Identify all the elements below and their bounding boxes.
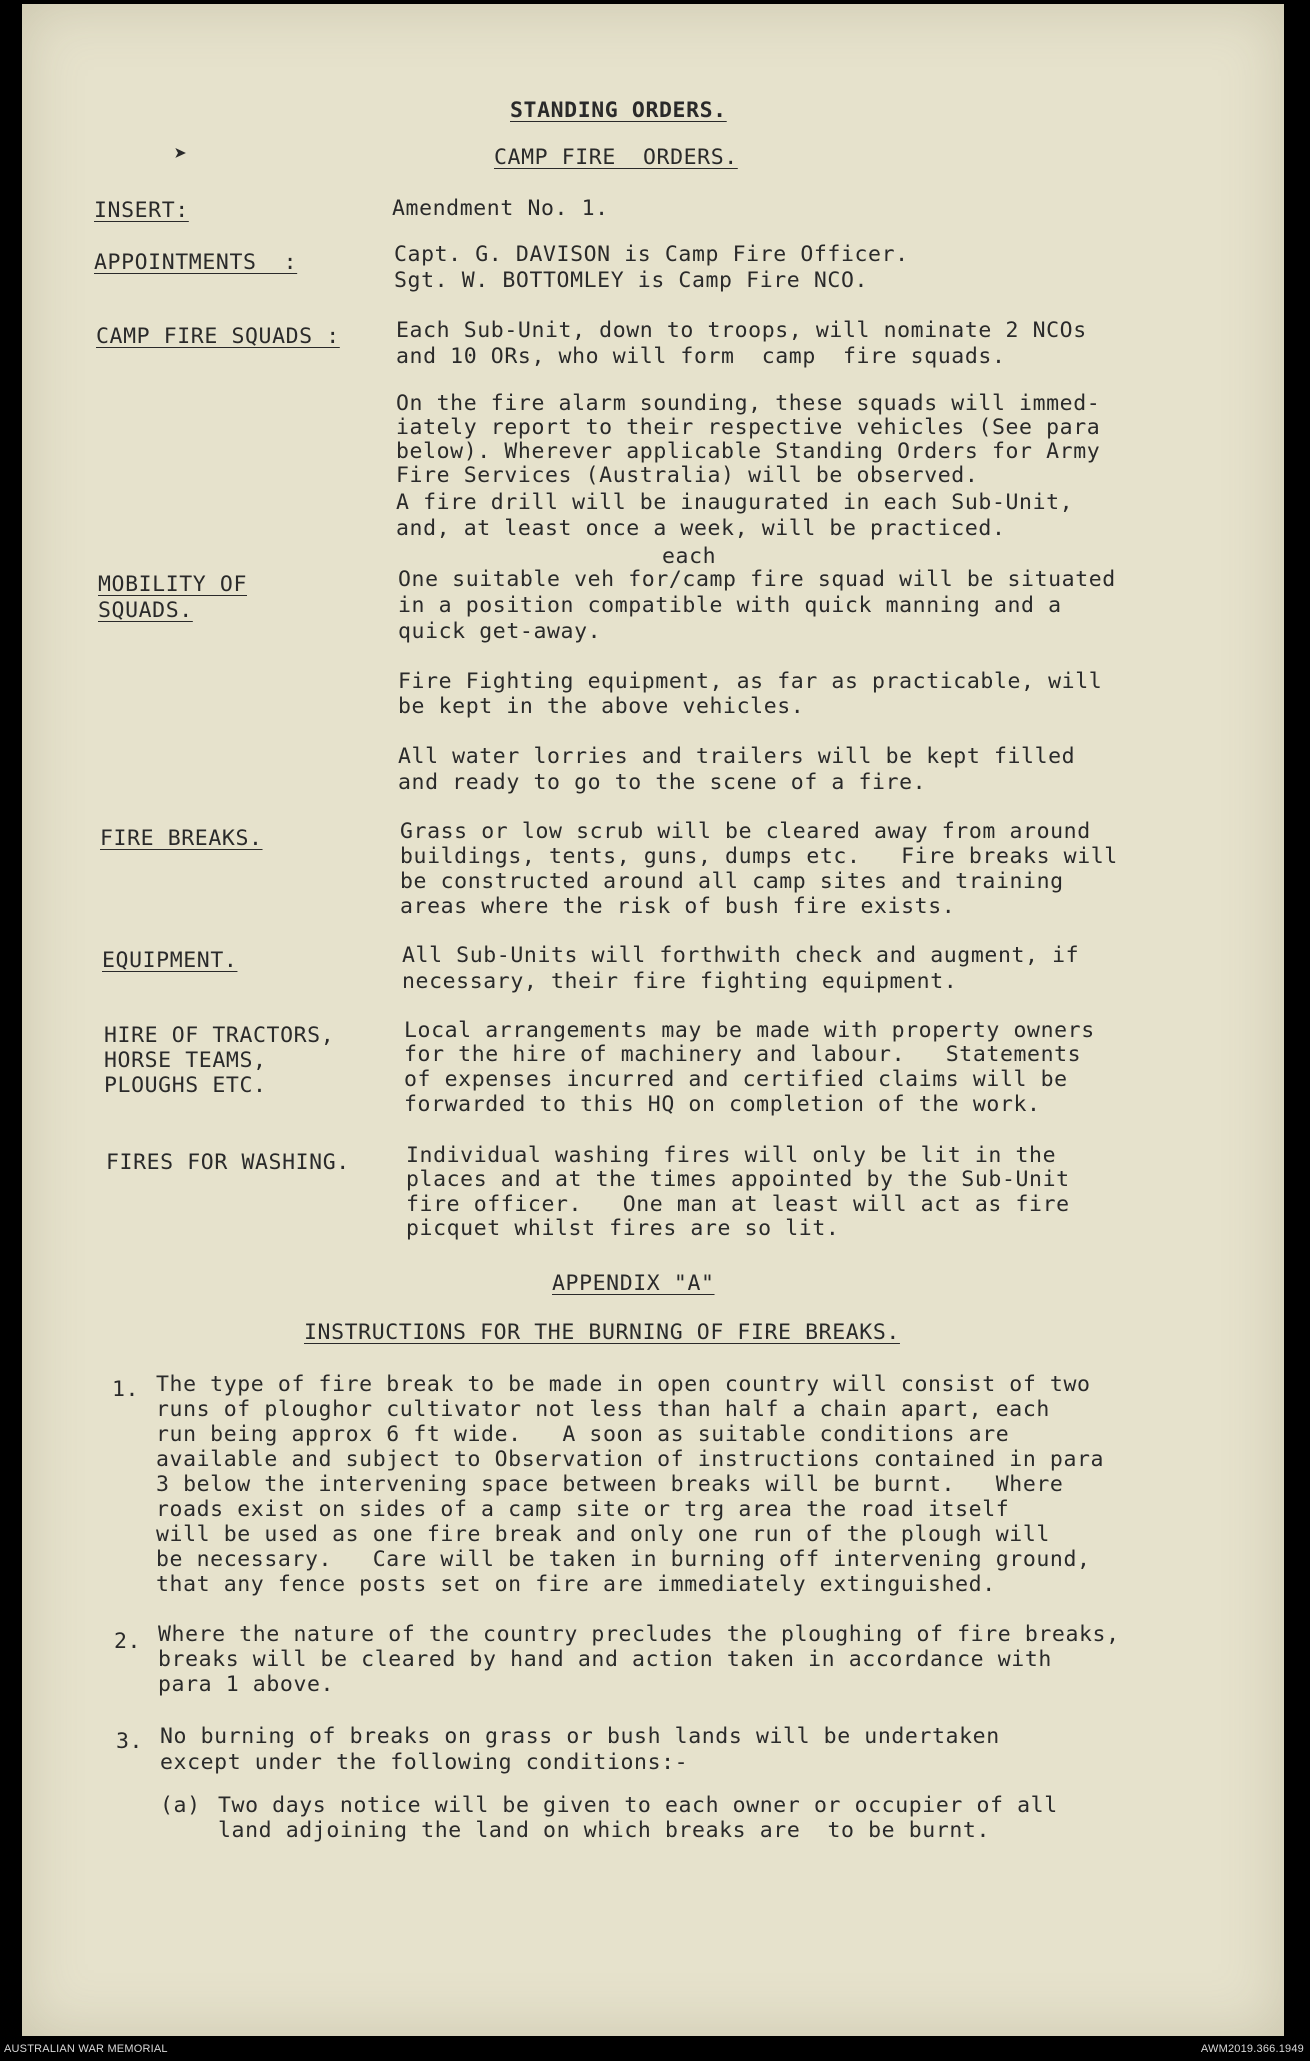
entry-text: in a position compatible with quick manning and a: [398, 593, 1062, 618]
ink-mark-icon: ➤: [174, 142, 188, 167]
appendix-subtitle: INSTRUCTIONS FOR THE BURNING OF FIRE BREAKS.: [304, 1320, 900, 1345]
entry-text: for the hire of machinery and labour. Statements: [404, 1042, 1082, 1067]
document-title: STANDING ORDERS.: [510, 98, 727, 123]
entry-text: forwarded to this HQ on completion of the work.: [404, 1092, 1041, 1117]
subpara-text: land adjoining the land on which breaks are to be burnt.: [218, 1818, 991, 1843]
label-fire-breaks: FIRE BREAKS.: [100, 826, 263, 851]
entry-text: be kept in the above vehicles.: [398, 694, 805, 719]
para-text: available and subject to Observation of instructions contained in para: [156, 1447, 1105, 1472]
entry-text: places and at the times appointed by the Sub-Unit: [406, 1167, 1070, 1192]
para-text: be necessary. Care will be taken in burning off intervening ground,: [156, 1547, 1091, 1572]
entry-text: Local arrangements may be made with property owners: [404, 1018, 1095, 1043]
para-text: that any fence posts set on fire are immediately extinguished.: [156, 1572, 996, 1597]
entry-text: Capt. G. DAVISON is Camp Fire Officer.: [394, 242, 909, 267]
document-subtitle: CAMP FIRE ORDERS.: [494, 145, 738, 170]
subpara-label: (a): [160, 1793, 201, 1818]
entry-text: picquet whilst fires are so lit.: [406, 1216, 840, 1241]
para-text: roads exist on sides of a camp site or trg area the road itself: [156, 1497, 1010, 1522]
document-page: [22, 4, 1284, 2036]
para-text: 3 below the intervening space between breaks will be burnt. Where: [156, 1472, 1064, 1497]
para-text: will be used as one fire break and only one run of the plough will: [156, 1522, 1050, 1547]
entry-text: and 10 ORs, who will form camp fire squads.: [396, 344, 1006, 369]
para-text: run being approx 6 ft wide. A soon as suitable conditions are: [156, 1422, 1010, 1447]
label-insert: INSERT:: [94, 198, 189, 223]
entry-text: Sgt. W. BOTTOMLEY is Camp Fire NCO.: [394, 268, 869, 293]
footer-left: AUSTRALIAN WAR MEMORIAL: [4, 2043, 168, 2055]
label-hire-3: PLOUGHS ETC.: [104, 1073, 267, 1098]
entry-text: necessary, their fire fighting equipment.: [402, 969, 958, 994]
label-appointments: APPOINTMENTS :: [94, 250, 298, 275]
entry-text: and, at least once a week, will be practiced.: [396, 516, 1006, 541]
entry-text: buildings, tents, guns, dumps etc. Fire breaks will: [400, 844, 1118, 869]
para-text: breaks will be cleared by hand and action taken in accordance with: [158, 1647, 1052, 1672]
para-number: 1.: [112, 1377, 140, 1402]
entry-text: All Sub-Units will forthwith check and augment, if: [402, 943, 1080, 968]
label-hire: HIRE OF TRACTORS,: [104, 1023, 335, 1048]
entry-text: areas where the risk of bush fire exists.: [400, 894, 956, 919]
label-equipment: EQUIPMENT.: [102, 948, 238, 973]
para-text: Where the nature of the country precludes the ploughing of fire breaks,: [158, 1622, 1120, 1647]
label-mobility-2: SQUADS.: [98, 598, 193, 623]
entry-text: Fire Services (Australia) will be observed.: [396, 463, 979, 488]
entry-text: Grass or low scrub will be cleared away from around: [400, 819, 1091, 844]
label-fires-washing: FIRES FOR WASHING.: [106, 1150, 350, 1175]
appendix-title: APPENDIX "A": [552, 1271, 715, 1296]
entry-text: Amendment No. 1.: [392, 196, 609, 221]
para-text: para 1 above.: [158, 1672, 335, 1697]
entry-text: quick get-away.: [398, 619, 602, 644]
entry-text: A fire drill will be inaugurated in each Sub-Unit,: [396, 490, 1074, 515]
entry-text: Individual washing fires will only be lit in the: [406, 1143, 1057, 1168]
entry-text: fire officer. One man at least will act as fire: [406, 1192, 1070, 1217]
subpara-text: Two days notice will be given to each owner or occupier of all: [218, 1793, 1058, 1818]
para-number: 2.: [114, 1629, 142, 1654]
para-text: except under the following conditions:-: [160, 1750, 689, 1775]
entry-text: One suitable veh for/camp fire squad will be situated: [398, 567, 1116, 592]
para-text: runs of ploughor cultivator not less than half a chain apart, each: [156, 1397, 1050, 1422]
entry-text: and ready to go to the scene of a fire.: [398, 770, 927, 795]
label-camp-fire-squads: CAMP FIRE SQUADS :: [96, 324, 340, 349]
label-hire-2: HORSE TEAMS,: [104, 1048, 267, 1073]
entry-text: Each Sub-Unit, down to troops, will nominate 2 NCOs: [396, 318, 1087, 343]
entry-text: All water lorries and trailers will be kept filled: [398, 744, 1076, 769]
handwritten-insert: each: [662, 544, 717, 569]
entry-text: of expenses incurred and certified claims will be: [404, 1067, 1068, 1092]
entry-text: Fire Fighting equipment, as far as practicable, will: [398, 669, 1103, 694]
entry-text: below). Wherever applicable Standing Orders for Army: [396, 439, 1101, 464]
entry-text: be constructed around all camp sites and training: [400, 869, 1064, 894]
label-mobility: MOBILITY OF: [98, 572, 247, 597]
entry-text: iately report to their respective vehicles (See para: [396, 415, 1101, 440]
footer-right: AWM2019.366.1949: [1200, 2043, 1304, 2055]
para-text: The type of fire break to be made in open country will consist of two: [156, 1372, 1091, 1397]
para-number: 3.: [116, 1729, 144, 1754]
para-text: No burning of breaks on grass or bush lands will be undertaken: [160, 1724, 1000, 1749]
entry-text: On the fire alarm sounding, these squads will immed-: [396, 391, 1101, 416]
